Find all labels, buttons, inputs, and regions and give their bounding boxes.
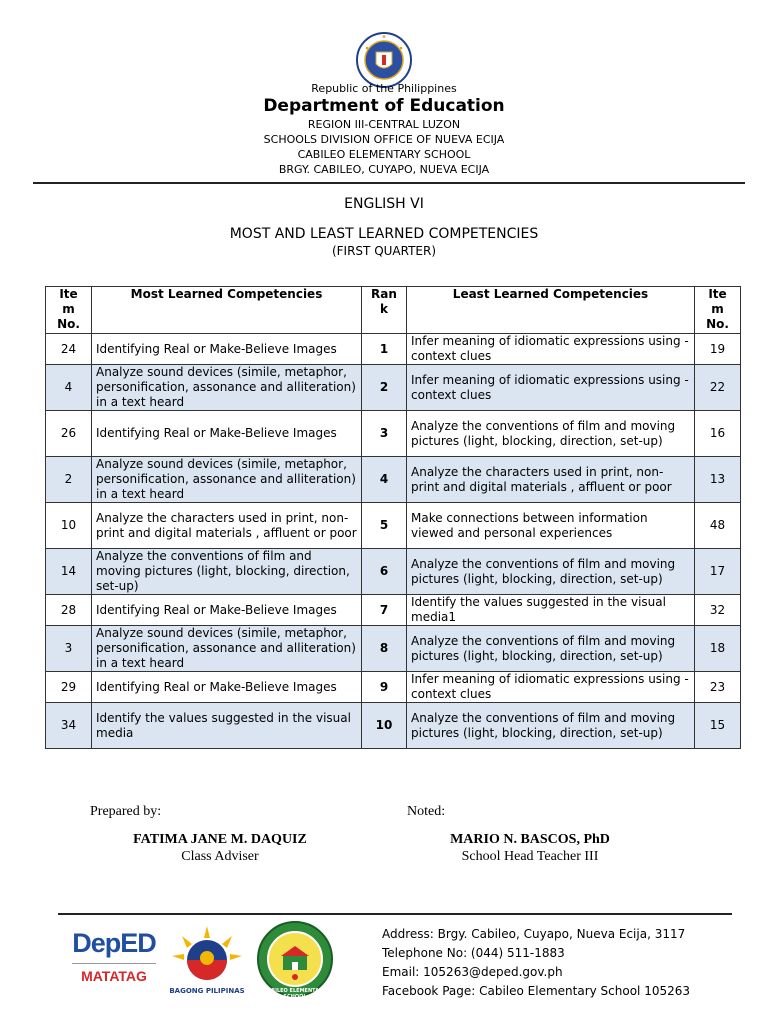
footer-email[interactable]: Email: 105263@deped.gov.ph [382, 965, 563, 979]
cell-least: Analyze the characters used in print, non-print and digital materials , affluent or poor [407, 457, 695, 503]
table-row [46, 365, 741, 411]
header-item-no-least: Ite m No. [695, 287, 741, 334]
cell-item-least: 19 [695, 334, 741, 365]
school-address: BRGY. CABILEO, CUYAPO, NUEVA ECIJA [278, 163, 490, 176]
noted-label: Noted: [407, 804, 446, 819]
cell-item-most: 24 [46, 334, 92, 365]
page-title: MOST AND LEAST LEARNED COMPETENCIES [229, 226, 539, 242]
table-row [46, 411, 741, 457]
table-row [46, 549, 741, 595]
cell-most: Identifying Real or Make-Believe Images [92, 411, 362, 457]
cell-item-most: 2 [46, 457, 92, 503]
footer-telephone: Telephone No: (044) 511-1883 [382, 946, 565, 960]
table-row [46, 457, 741, 503]
department-title: Department of Education [263, 96, 505, 116]
noted-name: MARIO N. BASCOS, PhD [450, 832, 610, 847]
cell-rank: 9 [362, 672, 407, 703]
division-label: SCHOOLS DIVISION OFFICE OF NUEVA ECIJA [263, 133, 505, 146]
cell-item-most: 34 [46, 703, 92, 749]
prepared-by-label: Prepared by: [90, 804, 162, 819]
cell-most: Analyze sound devices (simile, metaphor, personification, assonance and alliteration) in a text heard [92, 457, 362, 503]
prepared-name: FATIMA JANE M. DAQUIZ [133, 832, 307, 847]
cell-item-least: 17 [695, 549, 741, 595]
cell-rank: 4 [362, 457, 407, 503]
cell-item-most: 26 [46, 411, 92, 457]
school-seal-icon [256, 920, 334, 998]
cell-least: Infer meaning of idiomatic expressions using -context clues [407, 672, 695, 703]
cell-least: Analyze the conventions of film and moving pictures (light, blocking, direction, set-up) [407, 411, 695, 457]
school-seal-text: CABILEO ELEMENTARY SCHOOL [263, 988, 327, 1000]
cell-most: Identifying Real or Make-Believe Images [92, 672, 362, 703]
cell-most: Analyze sound devices (simile, metaphor, personification, assonance and alliteration) in a text heard [92, 365, 362, 411]
cell-item-least: 13 [695, 457, 741, 503]
cell-least: Infer meaning of idiomatic expressions using -context clues [407, 365, 695, 411]
header-rank: Ran k [362, 287, 407, 334]
cell-item-least: 16 [695, 411, 741, 457]
cell-item-most: 28 [46, 595, 92, 626]
cell-rank: 10 [362, 703, 407, 749]
cell-most: Identifying Real or Make-Believe Images [92, 595, 362, 626]
cell-least: Identify the values suggested in the visual media1 [407, 595, 695, 626]
cell-item-least: 48 [695, 503, 741, 549]
cell-most: Identify the values suggested in the visual media [92, 703, 362, 749]
cell-least: Analyze the conventions of film and moving pictures (light, blocking, direction, set-up) [407, 626, 695, 672]
region-label: REGION III-CENTRAL LUZON [307, 118, 461, 131]
noted-role: School Head Teacher III [461, 849, 599, 864]
cell-item-most: 14 [46, 549, 92, 595]
matatag-text: MATATAG [81, 968, 147, 984]
table-row [46, 672, 741, 703]
cell-item-most: 4 [46, 365, 92, 411]
table-row [46, 595, 741, 626]
table-header-row [46, 287, 741, 334]
cell-rank: 2 [362, 365, 407, 411]
bagong-pilipinas-logo [168, 924, 246, 1000]
header-divider [33, 182, 745, 184]
cell-least: Analyze the conventions of film and moving pictures (light, blocking, direction, set-up) [407, 549, 695, 595]
cell-item-least: 22 [695, 365, 741, 411]
cell-item-most: 3 [46, 626, 92, 672]
header-item-no-most: Ite m No. [46, 287, 92, 334]
cell-item-least: 18 [695, 626, 741, 672]
cell-least: Make connections between information viewed and personal experiences [407, 503, 695, 549]
cell-rank: 7 [362, 595, 407, 626]
header-most-learned: Most Learned Competencies [92, 287, 362, 334]
deped-logo-text: DepED [72, 928, 156, 958]
deped-matatag-logo [72, 928, 156, 992]
cell-item-least: 15 [695, 703, 741, 749]
quarter-label: (FIRST QUARTER) [331, 244, 437, 258]
footer-address: Address: Brgy. Cabileo, Cuyapo, Nueva Ecija, 3117 [382, 927, 686, 941]
cell-rank: 3 [362, 411, 407, 457]
bagong-pilipinas-text: BAGONG PILIPINAS [169, 987, 245, 995]
table-row [46, 626, 741, 672]
cell-rank: 1 [362, 334, 407, 365]
subject-title: ENGLISH VI [344, 196, 424, 212]
cell-rank: 8 [362, 626, 407, 672]
cell-item-most: 29 [46, 672, 92, 703]
school-name: CABILEO ELEMENTARY SCHOOL [297, 148, 471, 161]
cell-rank: 5 [362, 503, 407, 549]
header-least-learned: Least Learned Competencies [407, 287, 695, 334]
table-row [46, 703, 741, 749]
cell-least: Analyze the conventions of film and moving pictures (light, blocking, direction, set-up) [407, 703, 695, 749]
cell-item-most: 10 [46, 503, 92, 549]
cell-least: Infer meaning of idiomatic expressions using -context clues [407, 334, 695, 365]
competencies-table [45, 286, 741, 749]
republic-label: Republic of the Philippines [311, 82, 457, 95]
table-row [46, 503, 741, 549]
cell-item-least: 23 [695, 672, 741, 703]
school-seal-logo [256, 920, 334, 998]
cell-most: Identifying Real or Make-Believe Images [92, 334, 362, 365]
footer-divider [58, 913, 732, 915]
cell-most: Analyze sound devices (simile, metaphor, personification, assonance and alliteration) in a text heard [92, 626, 362, 672]
cell-item-least: 32 [695, 595, 741, 626]
table-row [46, 334, 741, 365]
deped-seal-icon [356, 32, 412, 88]
prepared-role: Class Adviser [181, 849, 259, 864]
cell-most: Analyze the conventions of film and moving pictures (light, blocking, direction, set-up) [92, 549, 362, 595]
cell-most: Analyze the characters used in print, non-print and digital materials , affluent or poor [92, 503, 362, 549]
bagong-pilipinas-icon [168, 924, 246, 986]
cell-rank: 6 [362, 549, 407, 595]
footer-facebook[interactable]: Facebook Page: Cabileo Elementary School 105263 [382, 984, 691, 998]
